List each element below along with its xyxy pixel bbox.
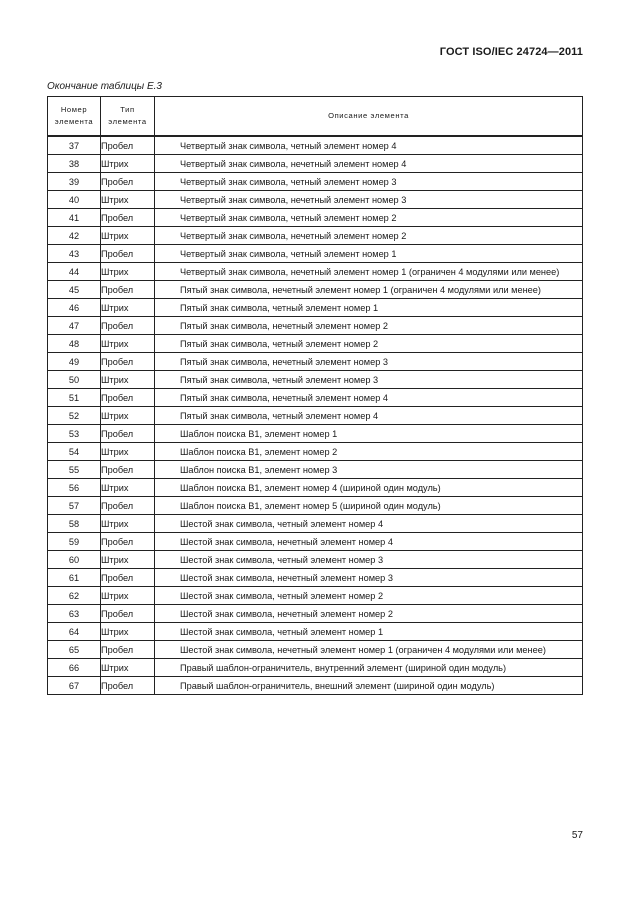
- element-number-cell: 60: [48, 551, 101, 569]
- element-type-cell: Пробел: [101, 281, 155, 299]
- table-row: [48, 281, 583, 299]
- table-row: [48, 227, 583, 245]
- element-number-cell: 66: [48, 659, 101, 677]
- element-description-cell: Шестой знак символа, четный элемент номер 3: [155, 551, 583, 569]
- element-number-cell: 45: [48, 281, 101, 299]
- element-number-cell: 52: [48, 407, 101, 425]
- element-type-cell: Штрих: [101, 299, 155, 317]
- element-number-cell: 47: [48, 317, 101, 335]
- element-description-cell: Пятый знак символа, четный элемент номер 3: [155, 371, 583, 389]
- element-description-cell: Шестой знак символа, четный элемент номер 1: [155, 623, 583, 641]
- element-description-cell: Четвертый знак символа, нечетный элемент номер 2: [155, 227, 583, 245]
- element-type-cell: Пробел: [101, 317, 155, 335]
- table-row: [48, 407, 583, 425]
- table-row: [48, 263, 583, 281]
- element-type-cell: Пробел: [101, 136, 155, 155]
- element-description-cell: Пятый знак символа, четный элемент номер 1: [155, 299, 583, 317]
- column-header-description: [155, 97, 583, 137]
- element-number-cell: 56: [48, 479, 101, 497]
- element-number-cell: 64: [48, 623, 101, 641]
- element-type-cell: Пробел: [101, 569, 155, 587]
- table-row: [48, 335, 583, 353]
- element-number-cell: 50: [48, 371, 101, 389]
- element-description-cell: Шаблон поиска В1, элемент номер 4 (шириной один модуль): [155, 479, 583, 497]
- element-number-cell: 55: [48, 461, 101, 479]
- element-type-cell: Пробел: [101, 173, 155, 191]
- table-row: [48, 515, 583, 533]
- table-row: [48, 497, 583, 515]
- element-description-cell: Четвертый знак символа, четный элемент номер 3: [155, 173, 583, 191]
- element-table: [47, 96, 583, 695]
- table-body: [48, 136, 583, 695]
- header-text: элемента: [108, 117, 147, 126]
- element-type-cell: Пробел: [101, 605, 155, 623]
- table-row: [48, 389, 583, 407]
- element-number-cell: 62: [48, 587, 101, 605]
- header-text: Описание элемента: [328, 111, 409, 120]
- element-type-cell: Штрих: [101, 227, 155, 245]
- element-type-cell: Пробел: [101, 389, 155, 407]
- table-row: [48, 191, 583, 209]
- element-description-cell: Шестой знак символа, нечетный элемент номер 2: [155, 605, 583, 623]
- table-row: [48, 299, 583, 317]
- element-number-cell: 37: [48, 136, 101, 155]
- element-description-cell: Шаблон поиска В1, элемент номер 3: [155, 461, 583, 479]
- element-number-cell: 58: [48, 515, 101, 533]
- element-description-cell: Правый шаблон-ограничитель, внутренний элемент (шириной один модуль): [155, 659, 583, 677]
- table-caption: Окончание таблицы Е.3: [47, 81, 162, 92]
- element-number-cell: 51: [48, 389, 101, 407]
- element-type-cell: Штрих: [101, 155, 155, 173]
- element-type-cell: Штрих: [101, 515, 155, 533]
- element-description-cell: Четвертый знак символа, четный элемент номер 2: [155, 209, 583, 227]
- table-row: [48, 353, 583, 371]
- element-number-cell: 54: [48, 443, 101, 461]
- element-type-cell: Штрих: [101, 263, 155, 281]
- element-description-cell: Пятый знак символа, нечетный элемент номер 2: [155, 317, 583, 335]
- element-type-cell: Штрих: [101, 623, 155, 641]
- table-row: [48, 533, 583, 551]
- table-row: [48, 587, 583, 605]
- table-row: [48, 173, 583, 191]
- element-number-cell: 49: [48, 353, 101, 371]
- element-description-cell: Правый шаблон-ограничитель, внешний элемент (шириной один модуль): [155, 677, 583, 695]
- table-row: [48, 371, 583, 389]
- table-header-row: [48, 97, 583, 137]
- element-description-cell: Пятый знак символа, четный элемент номер 4: [155, 407, 583, 425]
- element-description-cell: Четвертый знак символа, нечетный элемент номер 3: [155, 191, 583, 209]
- table-row: [48, 136, 583, 155]
- element-type-cell: Пробел: [101, 245, 155, 263]
- element-description-cell: Шестой знак символа, четный элемент номер 2: [155, 587, 583, 605]
- element-type-cell: Штрих: [101, 335, 155, 353]
- element-type-cell: Штрих: [101, 587, 155, 605]
- element-description-cell: Пятый знак символа, нечетный элемент номер 3: [155, 353, 583, 371]
- element-number-cell: 63: [48, 605, 101, 623]
- element-description-cell: Шестой знак символа, нечетный элемент номер 4: [155, 533, 583, 551]
- element-description-cell: Четвертый знак символа, нечетный элемент номер 4: [155, 155, 583, 173]
- standard-designation: ГОСТ ISO/IEC 24724—2011: [439, 46, 583, 58]
- element-description-cell: Шаблон поиска В1, элемент номер 2: [155, 443, 583, 461]
- table-row: [48, 209, 583, 227]
- element-number-cell: 61: [48, 569, 101, 587]
- table-row: [48, 443, 583, 461]
- element-number-cell: 53: [48, 425, 101, 443]
- element-description-cell: Четвертый знак символа, нечетный элемент номер 1 (ограничен 4 модулями или менее): [155, 263, 583, 281]
- element-number-cell: 43: [48, 245, 101, 263]
- element-type-cell: Штрих: [101, 443, 155, 461]
- table-row: [48, 425, 583, 443]
- header-text: Тип: [120, 105, 135, 114]
- table-row: [48, 479, 583, 497]
- element-description-cell: Шестой знак символа, нечетный элемент номер 3: [155, 569, 583, 587]
- element-number-cell: 39: [48, 173, 101, 191]
- element-number-cell: 46: [48, 299, 101, 317]
- table-row: [48, 641, 583, 659]
- table-row: [48, 461, 583, 479]
- element-description-cell: Пятый знак символа, нечетный элемент номер 1 (ограничен 4 модулями или менее): [155, 281, 583, 299]
- table-row: [48, 317, 583, 335]
- header-text: Номер: [60, 105, 88, 114]
- table-row: [48, 569, 583, 587]
- element-description-cell: Шаблон поиска В1, элемент номер 1: [155, 425, 583, 443]
- element-type-cell: Штрих: [101, 371, 155, 389]
- table-row: [48, 155, 583, 173]
- table-row: [48, 551, 583, 569]
- element-description-cell: Пятый знак символа, четный элемент номер 2: [155, 335, 583, 353]
- table-row: [48, 677, 583, 695]
- column-header-number: [48, 97, 101, 137]
- element-type-cell: Пробел: [101, 209, 155, 227]
- element-number-cell: 41: [48, 209, 101, 227]
- element-number-cell: 65: [48, 641, 101, 659]
- element-description-cell: Четвертый знак символа, четный элемент номер 1: [155, 245, 583, 263]
- table-row: [48, 245, 583, 263]
- table-row: [48, 659, 583, 677]
- element-number-cell: 59: [48, 533, 101, 551]
- column-header-type: [101, 97, 155, 137]
- element-type-cell: Пробел: [101, 641, 155, 659]
- element-number-cell: 40: [48, 191, 101, 209]
- header-text: элемента: [54, 117, 94, 126]
- element-number-cell: 57: [48, 497, 101, 515]
- element-description-cell: Шестой знак символа, нечетный элемент номер 1 (ограничен 4 модулями или менее): [155, 641, 583, 659]
- page-number: 57: [571, 830, 583, 841]
- element-type-cell: Пробел: [101, 497, 155, 515]
- table-row: [48, 605, 583, 623]
- element-number-cell: 42: [48, 227, 101, 245]
- element-type-cell: Штрих: [101, 191, 155, 209]
- element-type-cell: Пробел: [101, 353, 155, 371]
- element-type-cell: Штрих: [101, 659, 155, 677]
- element-description-cell: Четвертый знак символа, четный элемент номер 4: [155, 136, 583, 155]
- element-number-cell: 67: [48, 677, 101, 695]
- element-number-cell: 44: [48, 263, 101, 281]
- element-number-cell: 48: [48, 335, 101, 353]
- element-type-cell: Штрих: [101, 479, 155, 497]
- table-row: [48, 623, 583, 641]
- element-description-cell: Шестой знак символа, четный элемент номер 4: [155, 515, 583, 533]
- element-number-cell: 38: [48, 155, 101, 173]
- element-type-cell: Пробел: [101, 461, 155, 479]
- element-type-cell: Пробел: [101, 677, 155, 695]
- element-type-cell: Штрих: [101, 551, 155, 569]
- element-description-cell: Пятый знак символа, нечетный элемент номер 4: [155, 389, 583, 407]
- element-type-cell: Пробел: [101, 425, 155, 443]
- element-type-cell: Штрих: [101, 407, 155, 425]
- element-type-cell: Пробел: [101, 533, 155, 551]
- element-description-cell: Шаблон поиска В1, элемент номер 5 (шириной один модуль): [155, 497, 583, 515]
